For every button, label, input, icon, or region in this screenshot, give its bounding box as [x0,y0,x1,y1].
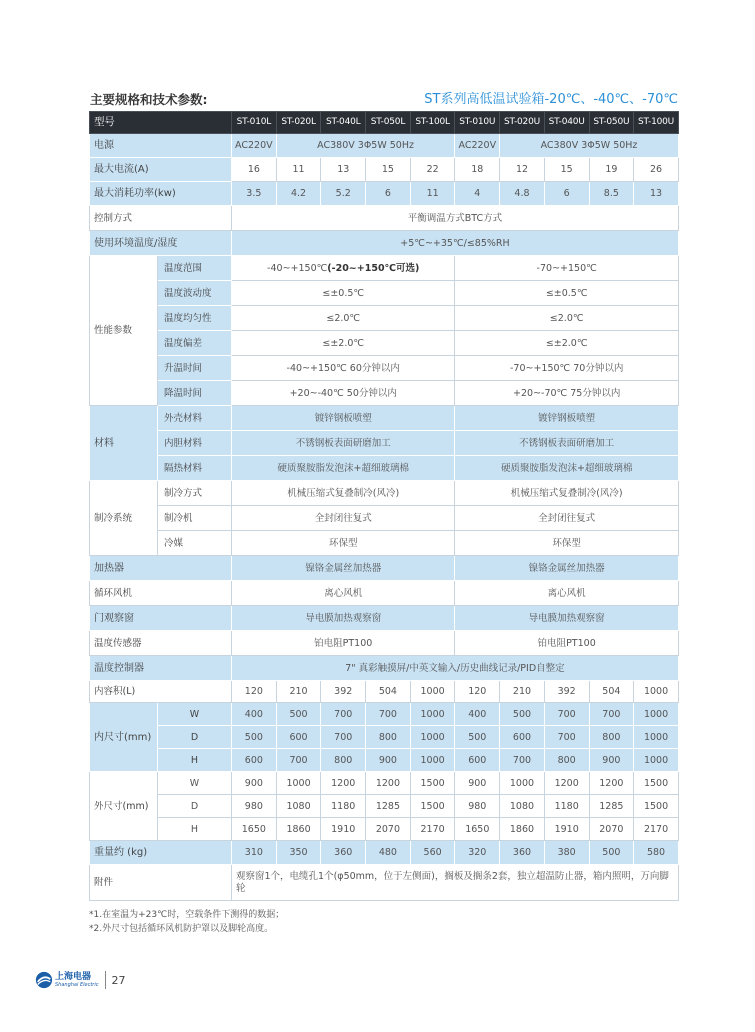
material-item-label: 隔热材料 [158,456,232,481]
sensor-l-value: 铂电阻PT100 [232,631,455,656]
material-u-value: 不锈钢板表面研磨加工 [455,431,678,456]
model-name: ST-100U [634,112,679,134]
volume-value: 392 [321,681,366,703]
inner-size-value: 800 [366,726,411,749]
material-row [90,431,679,456]
performance-l-value: +20~-40℃ 50分钟以内 [232,381,455,406]
outer-size-value: 980 [232,795,277,818]
window-row [90,606,679,631]
performance-item-label: 降温时间 [158,381,232,406]
current-label: 最大电流(A) [90,158,232,182]
inner-size-value: 700 [589,703,634,726]
inner-size-value: 900 [589,749,634,772]
inner-size-value: 700 [500,749,545,772]
dimension-label: H [158,818,232,841]
accessory-value: 观察窗1个，电缆孔1个(φ50mm，位于左侧面)，搁板及搁条2套，独立超温防止器，箱内照明，万向脚轮 [232,865,679,901]
material-l-value: 镀锌钢板喷塑 [232,406,455,431]
inner-size-value: 700 [321,726,366,749]
current-value: 18 [455,158,500,182]
volume-value: 1000 [410,681,455,703]
inner-size-value: 700 [366,703,411,726]
model-name: ST-010U [455,112,500,134]
outer-size-value: 2070 [366,818,411,841]
consumption-label: 最大消耗功率(kw) [90,182,232,206]
inner-size-value: 600 [455,749,500,772]
refrigeration-group-label: 制冷系统 [90,481,158,556]
weight-label: 重量约 (kg) [90,841,232,865]
refrigeration-row [90,506,679,531]
performance-u-value: +20~-70℃ 75分钟以内 [455,381,678,406]
brand-logo-icon [35,971,53,989]
performance-item-label: 温度偏差 [158,331,232,356]
outer-size-row [90,795,679,818]
dimension-label: D [158,726,232,749]
control-method-label: 控制方式 [90,206,232,231]
outer-size-value: 2170 [634,818,679,841]
series-title: ST系列高低温试验箱-20℃、-40℃、-70℃ [424,92,678,107]
model-name: ST-020L [276,112,321,134]
weight-value: 350 [276,841,321,865]
power-value: AC380V 3Φ5W 50Hz [500,134,679,158]
inner-size-value: 500 [276,703,321,726]
spec-table [89,111,679,901]
inner-size-value: 600 [276,726,321,749]
refrigeration-row [90,481,679,506]
outer-size-value: 1200 [544,772,589,795]
inner-size-value: 600 [232,749,277,772]
model-name: ST-050L [366,112,411,134]
current-value: 22 [410,158,455,182]
outer-size-value: 2170 [410,818,455,841]
outer-size-value: 1500 [634,772,679,795]
weight-row [90,841,679,865]
page-footer [35,968,126,992]
refrigeration-item-label: 冷媒 [158,531,232,556]
performance-l-value: ≤±2.0℃ [232,331,455,356]
outer-size-value: 1180 [544,795,589,818]
consumption-value: 5.2 [321,182,366,206]
control-method-value: 平衡调温方式BTC方式 [232,206,679,231]
heater-l-value: 镍铬金属丝加热器 [232,556,455,581]
inner-size-value: 400 [455,703,500,726]
inner-size-row [90,749,679,772]
inner-size-value: 1000 [410,726,455,749]
inner-size-value: 1000 [410,703,455,726]
performance-u-value: -70~+150℃ 70分钟以内 [455,356,678,381]
inner-size-value: 500 [500,703,545,726]
volume-value: 210 [500,681,545,703]
inner-size-row [90,703,679,726]
performance-l-value: -40~+150℃ 60分钟以内 [232,356,455,381]
footnote: *1.在室温为+23℃时，空载条件下测得的数据； [89,910,285,920]
refrigeration-u-value: 环保型 [455,531,678,556]
refrigeration-l-value: 环保型 [232,531,455,556]
material-l-value: 不锈钢板表面研磨加工 [232,431,455,456]
outer-size-value: 1200 [366,772,411,795]
volume-value: 120 [455,681,500,703]
spec-heading: 主要规格和技术参数: [90,92,208,107]
performance-u-value: -70~+150℃ [455,256,678,281]
current-value: 13 [321,158,366,182]
footer-divider [105,971,106,989]
inner-size-value: 700 [544,703,589,726]
outer-size-value: 1860 [276,818,321,841]
fan-label: 循环风机 [90,581,232,606]
model-name: ST-010L [232,112,277,134]
inner-size-value: 800 [544,749,589,772]
performance-row [90,281,679,306]
consumption-row [90,182,679,206]
outer-size-row [90,818,679,841]
controller-value: 7" 真彩触摸屏/中英文输入/历史曲线记录/PID自整定 [232,656,679,681]
performance-l-value: ≤±0.5℃ [232,281,455,306]
performance-row [90,256,679,281]
sensor-row [90,631,679,656]
sensor-label: 温度传感器 [90,631,232,656]
model-name: ST-040U [544,112,589,134]
heater-u-value: 镍铬金属丝加热器 [455,556,678,581]
weight-value: 360 [500,841,545,865]
consumption-value: 13 [634,182,679,206]
power-label: 电源 [90,134,232,158]
outer-size-row [90,772,679,795]
outer-size-value: 1200 [589,772,634,795]
consumption-value: 6 [366,182,411,206]
inner-size-value: 700 [321,703,366,726]
refrigeration-l-value: 机械压缩式复叠制冷(风冷) [232,481,455,506]
footnote: *2.外尺寸包括循环风机防护罩以及脚轮高度。 [89,924,274,934]
material-l-value: 硬质聚胺脂发泡沫+超细玻璃棉 [232,456,455,481]
model-name: ST-020U [500,112,545,134]
window-l-value: 导电膜加热观察窗 [232,606,455,631]
consumption-value: 4.8 [500,182,545,206]
current-row [90,158,679,182]
model-name: ST-050U [589,112,634,134]
outer-size-value: 1000 [276,772,321,795]
fan-l-value: 离心风机 [232,581,455,606]
material-u-value: 镀锌钢板喷塑 [455,406,678,431]
inner-size-value: 400 [232,703,277,726]
inner-size-value: 1000 [410,749,455,772]
performance-u-value: ≤±0.5℃ [455,281,678,306]
refrigeration-item-label: 制冷方式 [158,481,232,506]
inner-size-value: 800 [321,749,366,772]
inner-size-value: 700 [544,726,589,749]
performance-l-value: -40~+150℃(-20~+150℃可选) [232,256,455,281]
refrigeration-u-value: 全封闭往复式 [455,506,678,531]
outer-size-value: 1080 [500,795,545,818]
outer-size-value: 1860 [500,818,545,841]
volume-value: 504 [589,681,634,703]
fan-u-value: 离心风机 [455,581,678,606]
current-value: 19 [589,158,634,182]
power-value: AC380V 3Φ5W 50Hz [276,134,455,158]
material-item-label: 内胆材料 [158,431,232,456]
outer-size-value: 1080 [276,795,321,818]
performance-row [90,356,679,381]
inner-size-value: 700 [276,749,321,772]
outer-size-value: 1500 [410,772,455,795]
outer-size-value: 1200 [321,772,366,795]
outer-size-value: 1650 [455,818,500,841]
accessory-label: 附件 [90,865,232,901]
outer-size-value: 1285 [366,795,411,818]
brand-name-en: Shanghai Electric [55,982,99,988]
current-value: 15 [366,158,411,182]
weight-value: 500 [589,841,634,865]
controller-row [90,656,679,681]
volume-label: 内容积(L) [90,681,232,703]
dimension-label: W [158,772,232,795]
environment-row [90,231,679,256]
current-value: 16 [232,158,277,182]
volume-value: 392 [544,681,589,703]
heater-label: 加热器 [90,556,232,581]
outer-size-value: 1500 [410,795,455,818]
current-value: 26 [634,158,679,182]
outer-size-value: 980 [455,795,500,818]
outer-size-value: 1500 [634,795,679,818]
outer-size-value: 1650 [232,818,277,841]
power-value: AC220V [232,134,277,158]
environment-value: +5℃~+35℃/≤85%RH [232,231,679,256]
power-row [90,134,679,158]
performance-row [90,331,679,356]
performance-row [90,381,679,406]
header-row [90,112,679,134]
weight-value: 360 [321,841,366,865]
performance-item-label: 升温时间 [158,356,232,381]
weight-value: 380 [544,841,589,865]
refrigeration-item-label: 制冷机 [158,506,232,531]
power-value: AC220V [455,134,500,158]
volume-value: 1000 [634,681,679,703]
outer-size-value: 900 [455,772,500,795]
brand-name: 上海电器 [55,972,92,982]
refrigeration-row [90,531,679,556]
weight-value: 320 [455,841,500,865]
window-u-value: 导电膜加热观察窗 [455,606,678,631]
performance-item-label: 温度范围 [158,256,232,281]
weight-value: 560 [410,841,455,865]
inner-size-value: 800 [589,726,634,749]
model-name: ST-040L [321,112,366,134]
material-row [90,456,679,481]
performance-l-value: ≤2.0℃ [232,306,455,331]
current-value: 15 [544,158,589,182]
outer-size-value: 1000 [500,772,545,795]
weight-value: 580 [634,841,679,865]
accessory-row [90,865,679,901]
volume-value: 504 [366,681,411,703]
material-group-label: 材料 [90,406,158,481]
performance-u-value: ≤2.0℃ [455,306,678,331]
inner-size-value: 500 [232,726,277,749]
inner-size-value: 1000 [634,703,679,726]
performance-group-label: 性能参数 [90,256,158,406]
fan-row [90,581,679,606]
controller-label: 温度控制器 [90,656,232,681]
outer-size-value: 1910 [321,818,366,841]
environment-label: 使用环境温度/湿度 [90,231,232,256]
volume-value: 120 [232,681,277,703]
model-name: ST-100L [410,112,455,134]
model-label: 型号 [90,112,232,134]
volume-value: 210 [276,681,321,703]
brand-logo [55,972,99,988]
outer-size-value: 1910 [544,818,589,841]
outer-size-value: 2070 [589,818,634,841]
consumption-value: 4.2 [276,182,321,206]
control-method-row [90,206,679,231]
dimension-label: H [158,749,232,772]
inner-size-value: 1000 [634,726,679,749]
material-row [90,406,679,431]
dimension-label: W [158,703,232,726]
weight-value: 480 [366,841,411,865]
window-label: 门观察窗 [90,606,232,631]
performance-row [90,306,679,331]
consumption-value: 11 [410,182,455,206]
consumption-value: 6 [544,182,589,206]
current-value: 11 [276,158,321,182]
outer-size-value: 1180 [321,795,366,818]
material-item-label: 外壳材料 [158,406,232,431]
page-number: 27 [111,973,126,987]
outer-size-label: 外尺寸(mm) [90,772,158,841]
inner-size-value: 600 [500,726,545,749]
volume-row [90,681,679,703]
refrigeration-l-value: 全封闭往复式 [232,506,455,531]
inner-size-row [90,726,679,749]
inner-size-value: 900 [366,749,411,772]
outer-size-value: 1285 [589,795,634,818]
footnotes [89,908,284,936]
inner-size-value: 500 [455,726,500,749]
current-value: 12 [500,158,545,182]
inner-size-value: 1000 [634,749,679,772]
consumption-value: 4 [455,182,500,206]
material-u-value: 硬质聚胺脂发泡沫+超细玻璃棉 [455,456,678,481]
weight-value: 310 [232,841,277,865]
outer-size-value: 900 [232,772,277,795]
heater-row [90,556,679,581]
performance-item-label: 温度波动度 [158,281,232,306]
inner-size-label: 内尺寸(mm) [90,703,158,772]
consumption-value: 3.5 [232,182,277,206]
performance-u-value: ≤±2.0℃ [455,331,678,356]
sensor-u-value: 铂电阻PT100 [455,631,678,656]
refrigeration-u-value: 机械压缩式复叠制冷(风冷) [455,481,678,506]
consumption-value: 8.5 [589,182,634,206]
dimension-label: D [158,795,232,818]
performance-item-label: 温度均匀性 [158,306,232,331]
